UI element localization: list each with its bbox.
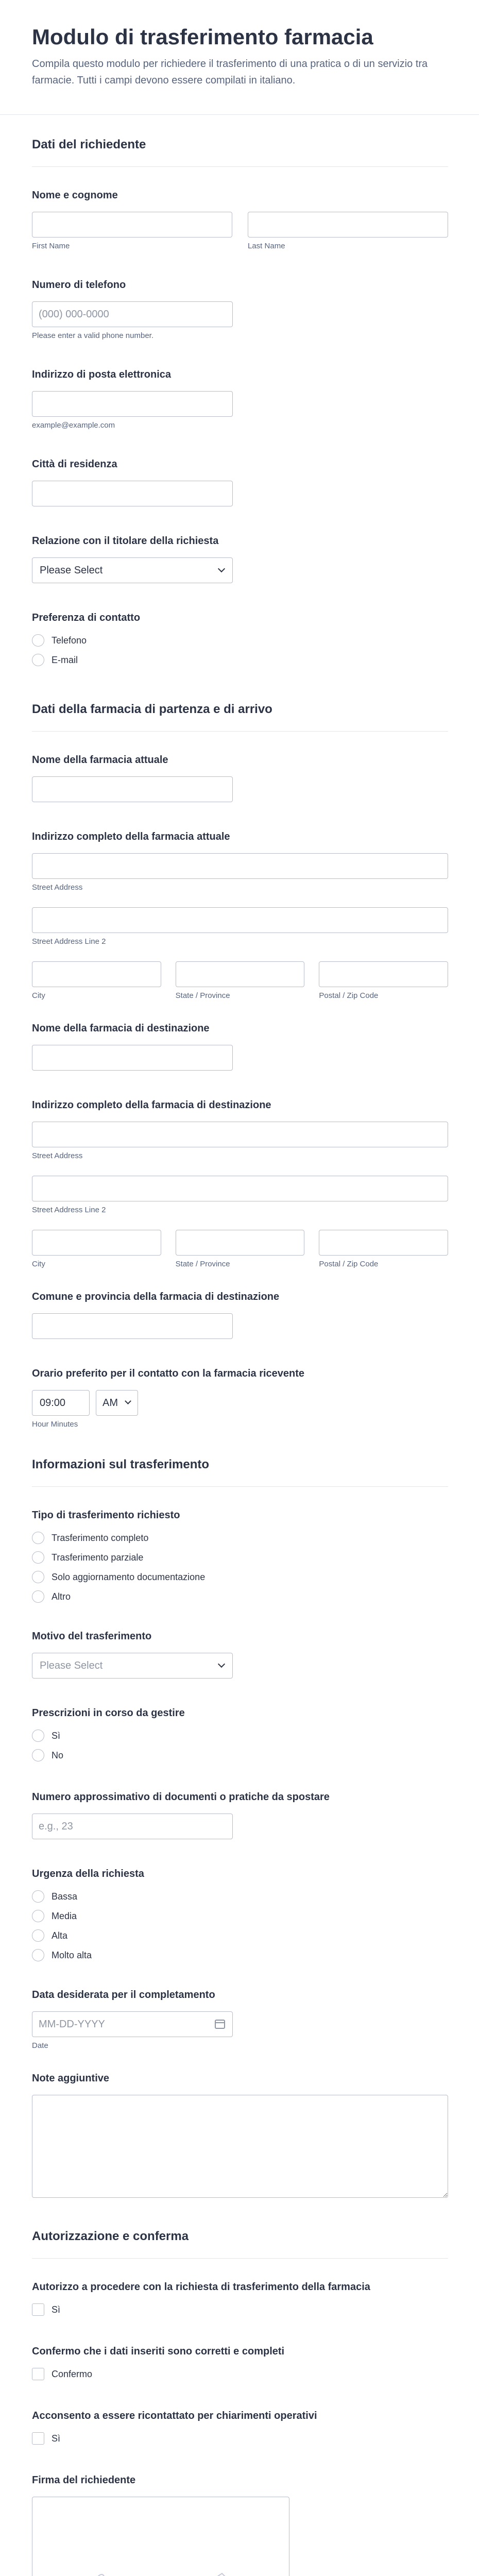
radio-button[interactable] bbox=[32, 1730, 44, 1742]
question-phone bbox=[32, 250, 448, 340]
section-title-transfer: Informazioni sul trasferimento bbox=[32, 1429, 448, 1487]
notes-label: Note aggiuntive bbox=[32, 2073, 110, 2084]
authorize-option[interactable] bbox=[32, 2303, 448, 2316]
dest-street2-sublabel: Street Address Line 2 bbox=[32, 1206, 106, 1215]
contact-option-label: Telefono bbox=[52, 635, 87, 646]
date-sublabel: Date bbox=[32, 2041, 48, 2050]
current-state-col bbox=[176, 961, 305, 1000]
transfer-type-label: Tipo di trasferimento richiesto bbox=[32, 1510, 180, 1521]
transfer-type-option[interactable] bbox=[32, 1551, 448, 1564]
transfer-type-option-label: Altro bbox=[52, 1591, 71, 1602]
contact-option[interactable] bbox=[32, 654, 448, 666]
current-street-input[interactable] bbox=[32, 853, 448, 879]
checkbox[interactable] bbox=[32, 2368, 44, 2380]
first-name-col bbox=[32, 212, 232, 250]
question-transfer-type bbox=[32, 1487, 448, 1603]
transfer-type-option[interactable] bbox=[32, 1590, 448, 1603]
first-name-sublabel: First Name bbox=[32, 242, 70, 251]
time-value: 09:00 bbox=[40, 1397, 66, 1409]
dest-zip-sublabel: Postal / Zip Code bbox=[319, 1260, 379, 1269]
signature-wrapper bbox=[32, 2497, 289, 2576]
question-authorize bbox=[32, 2259, 448, 2316]
radio-button[interactable] bbox=[32, 1532, 44, 1544]
dest-address-label: Indirizzo completo della farmacia di destinazione bbox=[32, 1099, 271, 1111]
date-label: Data desiderata per il completamento bbox=[32, 1989, 215, 2001]
urgency-option[interactable] bbox=[32, 1890, 448, 1903]
recontact-option[interactable] bbox=[32, 2432, 448, 2445]
urgency-option[interactable] bbox=[32, 1910, 448, 1922]
question-city bbox=[32, 430, 448, 506]
current-zip-input[interactable] bbox=[319, 961, 448, 987]
checkbox[interactable] bbox=[32, 2432, 44, 2445]
dest-pharmacy-name-label: Nome della farmacia di destinazione bbox=[32, 1023, 210, 1035]
section-title-auth: Autorizzazione e conferma bbox=[32, 2200, 448, 2259]
question-confirm bbox=[32, 2323, 448, 2380]
relation-label: Relazione con il titolare della richiesta bbox=[32, 535, 219, 547]
signature-scribble-icon bbox=[84, 2564, 238, 2576]
dest-zip-col bbox=[319, 1230, 448, 1268]
current-street2-input[interactable] bbox=[32, 907, 448, 933]
question-notes bbox=[32, 2050, 448, 2200]
current-zip-sublabel: Postal / Zip Code bbox=[319, 991, 379, 1001]
page-description: Compila questo modulo per richiedere il trasferimento di una pratica o di un servizio tra farmacie. Tutti i campi devono essere compilati in italiano. bbox=[32, 58, 428, 87]
email-sublabel: example@example.com bbox=[32, 421, 115, 430]
current-city-sublabel: City bbox=[32, 991, 45, 1001]
confirm-label: Confermo che i dati inseriti sono corretti e completi bbox=[32, 2346, 285, 2358]
city-label: Città di residenza bbox=[32, 459, 117, 470]
question-dest-pharmacy-name bbox=[32, 1000, 448, 1071]
dest-pharmacy-name-input[interactable] bbox=[32, 1045, 233, 1071]
radio-button[interactable] bbox=[32, 634, 44, 647]
city-input[interactable] bbox=[32, 481, 233, 506]
section-title-pharmacy: Dati della farmacia di partenza e di arrivo bbox=[32, 673, 448, 732]
transfer-reason-placeholder: Please Select bbox=[40, 1659, 103, 1671]
prescriptions-option[interactable] bbox=[32, 1730, 448, 1742]
checkbox[interactable] bbox=[32, 2303, 44, 2316]
ampm-select[interactable] bbox=[96, 1390, 138, 1416]
signature-label: Firma del richiedente bbox=[32, 2475, 136, 2486]
time-row bbox=[32, 1390, 448, 1416]
current-pharmacy-name-label: Nome della farmacia attuale bbox=[32, 754, 168, 766]
email-label: Indirizzo di posta elettronica bbox=[32, 369, 172, 381]
transfer-type-option-label: Trasferimento completo bbox=[52, 1532, 149, 1543]
radio-button[interactable] bbox=[32, 1571, 44, 1583]
relation-select-value: Please Select bbox=[40, 564, 103, 576]
date-input[interactable] bbox=[32, 2011, 233, 2037]
dest-state-sublabel: State / Province bbox=[175, 1260, 230, 1269]
urgency-option[interactable] bbox=[32, 1929, 448, 1942]
full-name-label: Nome e cognome bbox=[32, 190, 118, 201]
question-relation bbox=[32, 506, 448, 583]
question-prescriptions bbox=[32, 1679, 448, 1761]
contact-option-label: E-mail bbox=[52, 654, 78, 665]
recontact-label: Acconsento a essere ricontattato per chiarimenti operativi bbox=[32, 2410, 317, 2422]
page-title: Modulo di trasferimento farmacia bbox=[32, 25, 373, 49]
radio-button[interactable] bbox=[32, 654, 44, 666]
prescriptions-option[interactable] bbox=[32, 1749, 448, 1761]
chevron-down-icon bbox=[125, 1398, 131, 1404]
current-city-input[interactable] bbox=[32, 961, 161, 987]
transfer-reason-select[interactable] bbox=[32, 1653, 233, 1679]
authorize-option-label: Sì bbox=[52, 2304, 61, 2315]
transfer-type-option[interactable] bbox=[32, 1532, 448, 1544]
question-date bbox=[32, 1969, 448, 2050]
section-title-applicant: Dati del richiedente bbox=[32, 115, 448, 167]
form-body bbox=[0, 115, 479, 2576]
dest-city-input[interactable] bbox=[32, 1230, 161, 1256]
confirm-option-label: Confermo bbox=[52, 2368, 93, 2379]
prescriptions-option-label: No bbox=[52, 1750, 64, 1760]
dest-comune-label: Comune e provincia della farmacia di destinazione bbox=[32, 1291, 280, 1303]
dest-street-input[interactable] bbox=[32, 1122, 448, 1147]
current-city-row bbox=[32, 961, 448, 1000]
urgency-option-label: Alta bbox=[52, 1930, 68, 1941]
urgency-option-label: Bassa bbox=[52, 1891, 78, 1902]
dest-zip-input[interactable] bbox=[319, 1230, 448, 1256]
email-input[interactable] bbox=[32, 391, 233, 417]
phone-label: Numero di telefono bbox=[32, 279, 126, 291]
current-state-input[interactable] bbox=[176, 961, 305, 987]
radio-button[interactable] bbox=[32, 1590, 44, 1603]
question-contact-time bbox=[32, 1339, 448, 1429]
urgency-option[interactable] bbox=[32, 1949, 448, 1961]
radio-button[interactable] bbox=[32, 1890, 44, 1903]
last-name-input[interactable] bbox=[248, 212, 448, 238]
current-city-col bbox=[32, 961, 161, 1000]
form-header bbox=[0, 0, 479, 115]
chevron-down-icon bbox=[218, 565, 225, 572]
dest-street-sublabel: Street Address bbox=[32, 1151, 83, 1161]
question-dest-comune bbox=[32, 1268, 448, 1339]
urgency-option-label: Molto alta bbox=[52, 1950, 92, 1960]
relation-select[interactable] bbox=[32, 557, 233, 583]
question-contact-pref bbox=[32, 583, 448, 666]
transfer-type-option-label: Solo aggiornamento documentazione bbox=[52, 1571, 206, 1582]
radio-button[interactable] bbox=[32, 1910, 44, 1922]
calendar-icon[interactable] bbox=[215, 2020, 225, 2029]
question-current-pharmacy-name bbox=[32, 732, 448, 802]
dest-city-row bbox=[32, 1230, 448, 1268]
last-name-sublabel: Last Name bbox=[248, 242, 285, 251]
contact-time-label: Orario preferito per il contatto con la farmacia ricevente bbox=[32, 1368, 305, 1380]
transfer-type-option[interactable] bbox=[32, 1571, 448, 1583]
dest-state-input[interactable] bbox=[176, 1230, 305, 1256]
current-state-sublabel: State / Province bbox=[175, 991, 230, 1001]
radio-button[interactable] bbox=[32, 1749, 44, 1761]
signature-pad[interactable] bbox=[32, 2497, 289, 2576]
radio-button[interactable] bbox=[32, 1551, 44, 1564]
radio-button[interactable] bbox=[32, 1929, 44, 1942]
urgency-label: Urgenza della richiesta bbox=[32, 1868, 144, 1880]
recontact-option-label: Sì bbox=[52, 2433, 61, 2444]
question-full-name bbox=[32, 167, 448, 250]
dest-comune-input[interactable] bbox=[32, 1313, 233, 1339]
time-input[interactable] bbox=[32, 1390, 90, 1416]
question-signature bbox=[32, 2452, 448, 2576]
confirm-option[interactable] bbox=[32, 2368, 448, 2380]
prescriptions-label: Prescrizioni in corso da gestire bbox=[32, 1707, 185, 1719]
question-transfer-reason bbox=[32, 1610, 448, 1679]
full-name-row bbox=[32, 212, 448, 250]
date-placeholder: MM-DD-YYYY bbox=[39, 2018, 105, 2030]
current-zip-col bbox=[319, 961, 448, 1000]
transfer-reason-label: Motivo del trasferimento bbox=[32, 1631, 152, 1642]
urgency-option-label: Media bbox=[52, 1910, 77, 1921]
authorize-label: Autorizzo a procedere con la richiesta di trasferimento della farmacia bbox=[32, 2281, 370, 2293]
phone-input[interactable] bbox=[32, 301, 233, 327]
question-docs-count bbox=[32, 1769, 448, 1839]
current-pharmacy-name-input[interactable] bbox=[32, 776, 233, 802]
current-street-sublabel: Street Address bbox=[32, 883, 83, 892]
current-street2-sublabel: Street Address Line 2 bbox=[32, 937, 106, 946]
question-recontact bbox=[32, 2387, 448, 2445]
radio-button[interactable] bbox=[32, 1949, 44, 1961]
transfer-type-option-label: Trasferimento parziale bbox=[52, 1552, 144, 1563]
dest-state-col bbox=[176, 1230, 305, 1268]
dest-street2-input[interactable] bbox=[32, 1176, 448, 1201]
chevron-down-icon bbox=[218, 1660, 225, 1668]
phone-sublabel: Please enter a valid phone number. bbox=[32, 331, 153, 341]
current-address-label: Indirizzo completo della farmacia attuale bbox=[32, 831, 230, 843]
contact-option[interactable] bbox=[32, 634, 448, 647]
notes-textarea[interactable] bbox=[32, 2095, 448, 2198]
contact-pref-label: Preferenza di contatto bbox=[32, 612, 141, 624]
first-name-input[interactable] bbox=[32, 212, 232, 238]
last-name-col bbox=[248, 212, 448, 250]
question-current-address bbox=[32, 802, 448, 1000]
dest-city-col bbox=[32, 1230, 161, 1268]
prescriptions-option-label: Sì bbox=[52, 1730, 61, 1741]
question-urgency bbox=[32, 1839, 448, 1961]
docs-count-label: Numero approssimativo di documenti o pratiche da spostare bbox=[32, 1791, 330, 1803]
docs-count-input[interactable] bbox=[32, 1814, 233, 1839]
time-sublabel: Hour Minutes bbox=[32, 1420, 78, 1429]
dest-city-sublabel: City bbox=[32, 1260, 45, 1269]
question-email bbox=[32, 340, 448, 430]
question-dest-address bbox=[32, 1071, 448, 1268]
ampm-value: AM bbox=[102, 1397, 118, 1409]
